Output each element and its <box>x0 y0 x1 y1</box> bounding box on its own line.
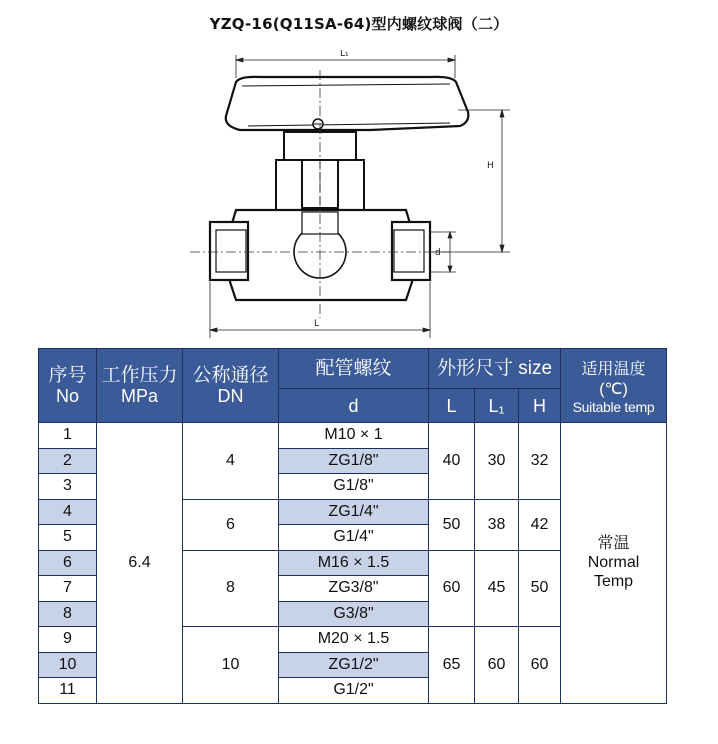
pressure-cell: 6.4 <box>97 423 183 704</box>
label-l: L <box>314 319 320 329</box>
page-title: YZQ-16(Q11SA-64)型内螺纹球阀（二） <box>209 15 509 33</box>
header-temp <box>561 349 667 423</box>
thread-cell: ZG1/8" <box>279 448 429 474</box>
size-l1-cell: 45 <box>475 550 519 627</box>
size-l1-cell: 30 <box>475 423 519 500</box>
thread-cell: M20 × 1.5 <box>279 627 429 653</box>
header-size-l1: L₁ <box>475 389 519 423</box>
thread-cell: ZG1/2" <box>279 652 429 678</box>
header-thread-d: d <box>279 389 429 423</box>
ball-valve-drawing <box>180 50 520 342</box>
size-h-cell: 32 <box>519 423 561 500</box>
dn-cell: 8 <box>183 550 279 627</box>
row-no: 10 <box>39 652 97 678</box>
temp-en2: Temp <box>593 573 634 591</box>
header-dn-cn: 公称通径 <box>192 365 269 386</box>
dimension-h <box>432 110 510 252</box>
temp-cn: 常温 <box>597 535 630 553</box>
header-temp-en: Suitable temp <box>572 399 655 415</box>
size-l1-cell: 38 <box>475 499 519 550</box>
row-no: 1 <box>39 423 97 449</box>
header-no-en: No <box>55 386 79 406</box>
valve-handle <box>226 77 469 130</box>
temp-en1: Normal <box>587 554 640 572</box>
spec-table <box>38 348 667 704</box>
label-h: H <box>487 161 494 171</box>
thread-cell: G1/2" <box>279 678 429 704</box>
row-no: 9 <box>39 627 97 653</box>
row-no: 2 <box>39 448 97 474</box>
header-thread: 配管螺纹 <box>279 349 429 389</box>
thread-cell: M10 × 1 <box>279 423 429 449</box>
row-no: 4 <box>39 499 97 525</box>
label-d: d <box>435 248 441 258</box>
thread-cell: M16 × 1.5 <box>279 550 429 576</box>
header-dn <box>183 349 279 423</box>
thread-cell: ZG3/8" <box>279 576 429 602</box>
temp-cell <box>561 423 667 704</box>
label-l1: L₁ <box>340 50 349 59</box>
dn-cell: 10 <box>183 627 279 704</box>
row-no: 3 <box>39 474 97 500</box>
header-dn-en: DN <box>217 386 244 406</box>
thread-cell: ZG1/4" <box>279 499 429 525</box>
header-temp-unit: (℃) <box>599 381 628 398</box>
size-l1-cell: 60 <box>475 627 519 704</box>
header-pressure-en: MPa <box>120 386 158 406</box>
header-size: 外形尺寸 size <box>429 349 561 389</box>
dn-cell: 4 <box>183 423 279 500</box>
dn-cell: 6 <box>183 499 279 550</box>
header-temp-cn: 适用温度 <box>581 361 646 378</box>
row-no: 6 <box>39 550 97 576</box>
header-size-h: H <box>519 389 561 423</box>
size-l-cell: 40 <box>429 423 475 500</box>
row-no: 11 <box>39 678 97 704</box>
thread-cell: G1/8" <box>279 474 429 500</box>
header-pressure <box>97 349 183 423</box>
size-l-cell: 60 <box>429 550 475 627</box>
row-no: 8 <box>39 601 97 627</box>
row-no: 7 <box>39 576 97 602</box>
thread-cell: G1/4" <box>279 525 429 551</box>
size-h-cell: 42 <box>519 499 561 550</box>
size-h-cell: 60 <box>519 627 561 704</box>
header-no-cn: 序号 <box>48 365 87 386</box>
header-pressure-cn: 工作压力 <box>101 365 178 386</box>
size-l-cell: 50 <box>429 499 475 550</box>
header-size-l: L <box>429 389 475 423</box>
size-h-cell: 50 <box>519 550 561 627</box>
size-l-cell: 65 <box>429 627 475 704</box>
row-no: 5 <box>39 525 97 551</box>
thread-cell: G3/8" <box>279 601 429 627</box>
header-no <box>39 349 97 423</box>
